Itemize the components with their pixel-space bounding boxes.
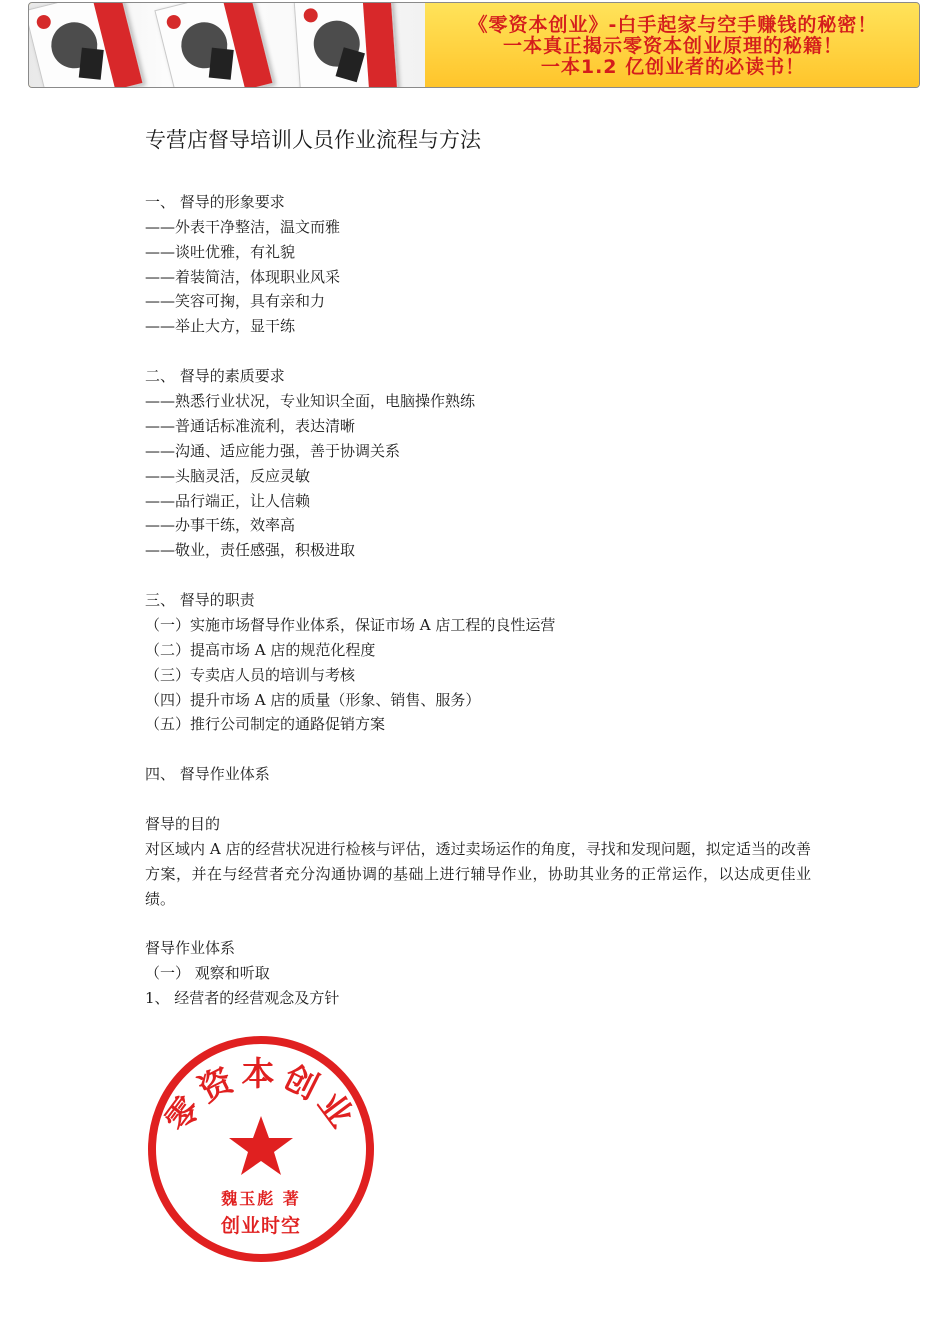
paragraph: 对区域内 A 店的经营状况进行检核与评估，透过卖场运作的角度，寻找和发现问题，拟定适当的改善方案，并在与经营者充分沟通协调的基础上进行辅导作业，协助其业务的正常运作，以达成更佳业绩。 [145,840,811,908]
list-item: （一） 观察和听取 [145,964,270,982]
header-banner[interactable] [28,2,920,88]
section-heading: 一、 督导的形象要求 [145,193,285,211]
banner-line-2: 一本真正揭示零资本创业原理的秘籍！ [502,34,843,57]
list-item: （五）推行公司制定的通路促销方案 [145,715,386,733]
banner-line-3: 一本1.2 亿创业者的必读书！ [540,55,806,78]
list-item: ——外表干净整洁，温文而雅 [145,218,341,236]
section-heading: 三、 督导的职责 [145,591,255,609]
star-icon [229,1116,293,1175]
list-item: （一）实施市场督导作业体系，保证市场 A 店工程的良性运营 [145,616,556,634]
banner-slogan [425,3,920,88]
book-cover [154,2,273,88]
seal-stamp [146,1034,376,1264]
list-item: ——笑容可掬，具有亲和力 [145,292,326,310]
seal-author: 魏玉彪 著 [221,1189,301,1208]
banner-line-1: 《零资本创业》-白手起家与空手赚钱的秘密！ [468,13,878,36]
list-item: ——沟通、适应能力强，善于协调关系 [145,442,401,460]
section-heading: 四、 督导作业体系 [145,765,270,783]
list-item: ——谈吐优雅，有礼貌 [145,243,296,261]
list-item: （四）提升市场 A 店的质量（形象、销售、服务） [145,691,481,709]
list-item: ——普通话标准流利，表达清晰 [145,417,356,435]
list-item: ——敬业，责任感强，积极进取 [145,541,356,559]
list-item: 1、 经营者的经营观念及方针 [145,989,340,1007]
seal-arc-text: 零资本创业 [157,1053,365,1140]
subheading: 督导作业体系 [145,939,236,957]
list-item: ——举止大方，显干练 [145,317,296,335]
book-cover [28,2,144,88]
list-item: （三）专卖店人员的培训与考核 [145,666,356,684]
section-heading: 二、 督导的素质要求 [145,367,285,385]
page-title: 专营店督导培训人员作业流程与方法 [145,128,481,152]
list-item: ——着装简洁，体现职业风采 [145,268,341,286]
list-item: （二）提高市场 A 店的规范化程度 [145,641,376,659]
subheading: 督导的目的 [145,815,221,833]
list-item: ——熟悉行业状况，专业知识全面，电脑操作熟练 [145,392,476,410]
list-item: ——头脑灵活，反应灵敏 [145,467,311,485]
list-item: ——品行端正，让人信赖 [145,492,311,510]
list-item: ——办事干练，效率高 [145,516,296,534]
book-cover [294,2,399,88]
seal-publisher: 创业时空 [220,1215,302,1237]
book-covers-image [29,3,425,88]
